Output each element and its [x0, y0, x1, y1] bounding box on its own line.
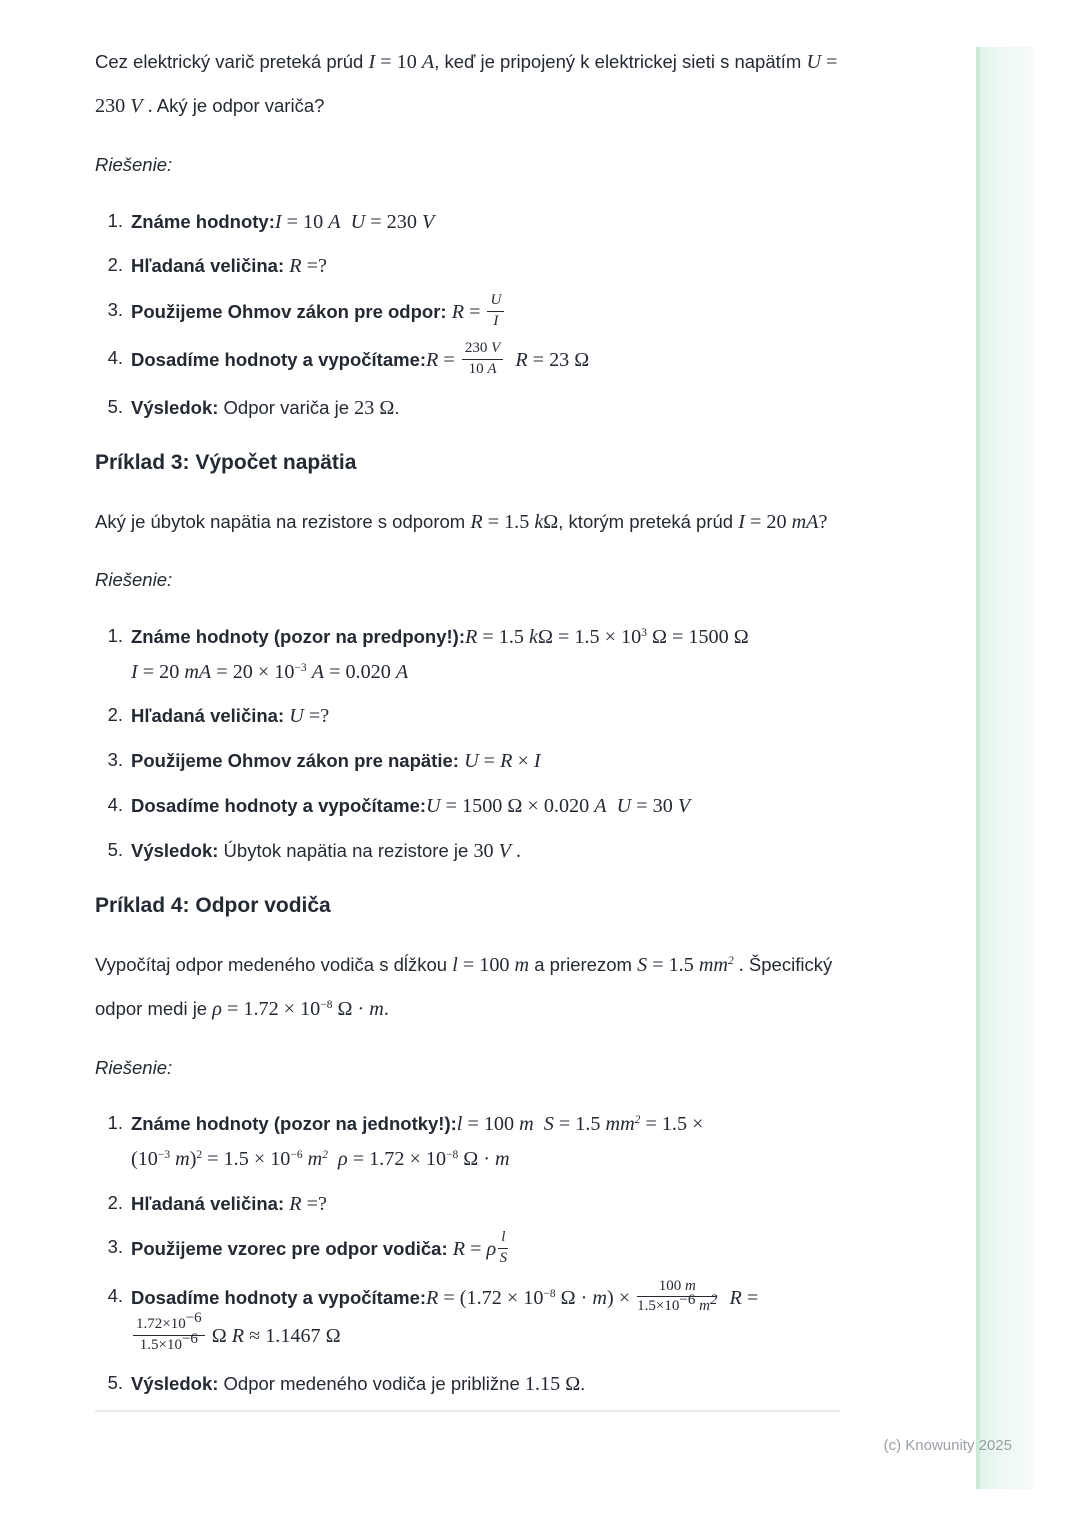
- fraction: [637, 1278, 717, 1316]
- list-number: 5.: [107, 838, 123, 860]
- step-math: R = 23 Ω: [515, 349, 590, 372]
- step-result-text: Odpor variča je 23 Ω.: [223, 396, 400, 419]
- list-number: 5.: [107, 395, 123, 417]
- step-math-line: [131, 620, 843, 655]
- step-math: R =: [451, 301, 486, 324]
- footer-copyright: (c) Knowunity 2025: [883, 1437, 1012, 1454]
- step-label: Výsledok:: [131, 839, 224, 861]
- fraction-numerator: 100 m: [637, 1278, 717, 1298]
- step-math: R =: [426, 349, 460, 372]
- step-math: l = 100 m S = 1.5 $mm^2 = 1.5$ ×: [456, 1113, 704, 1136]
- list-item: [97, 291, 843, 332]
- step-math: Ω R ≈ 1.1467 Ω: [206, 1325, 341, 1348]
- list-number: 4.: [107, 1284, 123, 1306]
- fraction-denominator: 10 A: [468, 361, 497, 377]
- step-label: Dosadíme hodnoty a vypočítame:: [131, 1286, 427, 1308]
- list-number: 1.: [107, 1112, 123, 1134]
- fraction-denominator: 1.5×10−6: [139, 1330, 198, 1353]
- list-item: [97, 1107, 843, 1176]
- fraction: [487, 292, 504, 330]
- step-math-line: [131, 655, 843, 690]
- step-label: Hľadaná veličina:: [131, 705, 290, 727]
- problem-statement-ex3: Aký je úbytok napätia na rezistore s odporom R = 1.5 kΩ, ktorým preteká prúd I = 20 mA?: [95, 510, 828, 533]
- list-number: 2.: [107, 1191, 123, 1213]
- step-math: I = 10 A U = 230 V: [274, 210, 435, 233]
- section-heading-priklad-4: Príklad 4: Odpor vodiča: [95, 894, 331, 918]
- list-item: [97, 834, 843, 869]
- step-math: $R = (1.72 \times 10^{-8}$ Ω · m) ×: [426, 1286, 636, 1309]
- step-math: R =: [729, 1286, 759, 1309]
- step-math: R = 1.5 $k\Omega = 1.5 \times 10^3$ Ω = 1500 Ω: [465, 626, 749, 649]
- step-math: ($10^{-3}$ $m)^2 = 1.5 \times 10^{-6}$ $m^2$ $\rho = 1.72 \times 10^{-8}$ Ω · m: [131, 1148, 510, 1171]
- solution-label-ex3: Riešenie:: [95, 569, 173, 591]
- step-math-line: [131, 1277, 843, 1318]
- list-number: 5.: [107, 1371, 123, 1393]
- solution-steps-ex2: [97, 205, 843, 426]
- fraction-numerator: 230 V: [462, 340, 503, 360]
- list-number: 2.: [107, 704, 123, 726]
- list-item: [97, 391, 843, 426]
- list-item: [97, 342, 843, 380]
- step-math: R =?: [289, 255, 327, 278]
- list-number: 2.: [107, 254, 123, 276]
- step-label: Hľadaná veličina:: [131, 1192, 290, 1214]
- list-number: 4.: [107, 793, 123, 815]
- step-label: Použijeme vzorec pre odpor vodiča:: [131, 1238, 453, 1260]
- problem-statement-ex2: Cez elektrický varič preteká prúd I = 10 A, keď je pripojený k elektrickej sieti s napätím U = 230 V . Aký je odpor variča?: [95, 51, 838, 118]
- step-label: Známe hodnoty (pozor na predpony!):: [131, 626, 466, 648]
- document-content: [95, 40, 843, 1411]
- step-label: Dosadíme hodnoty a vypočítame:: [131, 794, 427, 816]
- list-number: 1.: [107, 625, 123, 647]
- section-heading-priklad-3: Príklad 3: Výpočet napätia: [95, 451, 357, 475]
- fraction-denominator: 1.5×10−6 m2: [637, 1292, 718, 1315]
- fraction-denominator: S: [499, 1250, 508, 1267]
- list-item: [97, 1277, 843, 1357]
- problem-statement-ex4: Vypočítaj odpor medeného vodiča s dĺžkou l = 100 m a prierezom S = 1.5 $mm^2$ . Špecifický odpor medi je $\rho = 1.72 \times 10^{-8}$ Ω · m.: [95, 953, 833, 1021]
- step-math: U = R × I: [464, 750, 541, 773]
- step-math: U =?: [289, 705, 330, 728]
- step-label: Použijeme Ohmov zákon pre napätie:: [131, 750, 465, 772]
- list-number: 1.: [107, 209, 123, 231]
- list-item: [97, 1187, 843, 1222]
- list-number: 3.: [107, 1236, 123, 1258]
- fraction-numerator: l: [498, 1229, 508, 1249]
- step-math-line: [131, 1142, 843, 1177]
- list-number: 3.: [107, 298, 123, 320]
- fraction: [462, 340, 503, 378]
- step-label: Hľadaná veličina:: [131, 255, 290, 277]
- solution-label-ex4: Riešenie:: [95, 1056, 173, 1078]
- list-item: [97, 699, 843, 734]
- step-label: Použijeme Ohmov zákon pre odpor:: [131, 301, 452, 323]
- list-item: [97, 205, 843, 240]
- step-label: Dosadíme hodnoty a vypočítame:: [131, 349, 427, 371]
- list-item: [97, 744, 843, 779]
- divider: [95, 1410, 840, 1412]
- list-number: 4.: [107, 347, 123, 369]
- solution-steps-ex3: [97, 620, 843, 868]
- step-result-text: Úbytok napätia na rezistore je 30 V .: [223, 839, 522, 862]
- fraction-numerator: 1.72×10−6: [133, 1316, 205, 1336]
- list-item: [97, 249, 843, 284]
- step-math-line: [131, 1107, 843, 1142]
- step-math: R = ρ: [452, 1238, 497, 1261]
- step-label: Výsledok:: [131, 396, 224, 418]
- list-item: [97, 620, 843, 689]
- right-accent-bar: [976, 47, 1033, 1489]
- step-math: R =?: [289, 1192, 327, 1215]
- step-math: I = 20 mA = $20 \times 10^{-3}$ A = 0.020 A: [131, 660, 409, 683]
- step-label: Známe hodnoty (pozor na jednotky!):: [131, 1113, 457, 1135]
- solution-steps-ex4: [97, 1107, 843, 1401]
- step-label: Známe hodnoty:: [131, 210, 275, 232]
- fraction: [498, 1229, 508, 1267]
- solution-label-ex2: Riešenie:: [95, 153, 173, 175]
- fraction-denominator: I: [493, 312, 499, 329]
- list-item: [97, 1231, 843, 1269]
- list-item: [97, 1367, 843, 1402]
- fraction: [133, 1310, 205, 1354]
- step-label: Výsledok:: [131, 1372, 224, 1394]
- list-number: 3.: [107, 749, 123, 771]
- step-math: U = 1500 Ω × 0.020 A U = 30 V: [426, 794, 691, 817]
- list-item: [97, 789, 843, 824]
- fraction-numerator: U: [487, 292, 504, 312]
- step-math-line: [131, 1310, 843, 1356]
- step-result-text: Odpor medeného vodiča je približne 1.15 Ω.: [223, 1372, 586, 1395]
